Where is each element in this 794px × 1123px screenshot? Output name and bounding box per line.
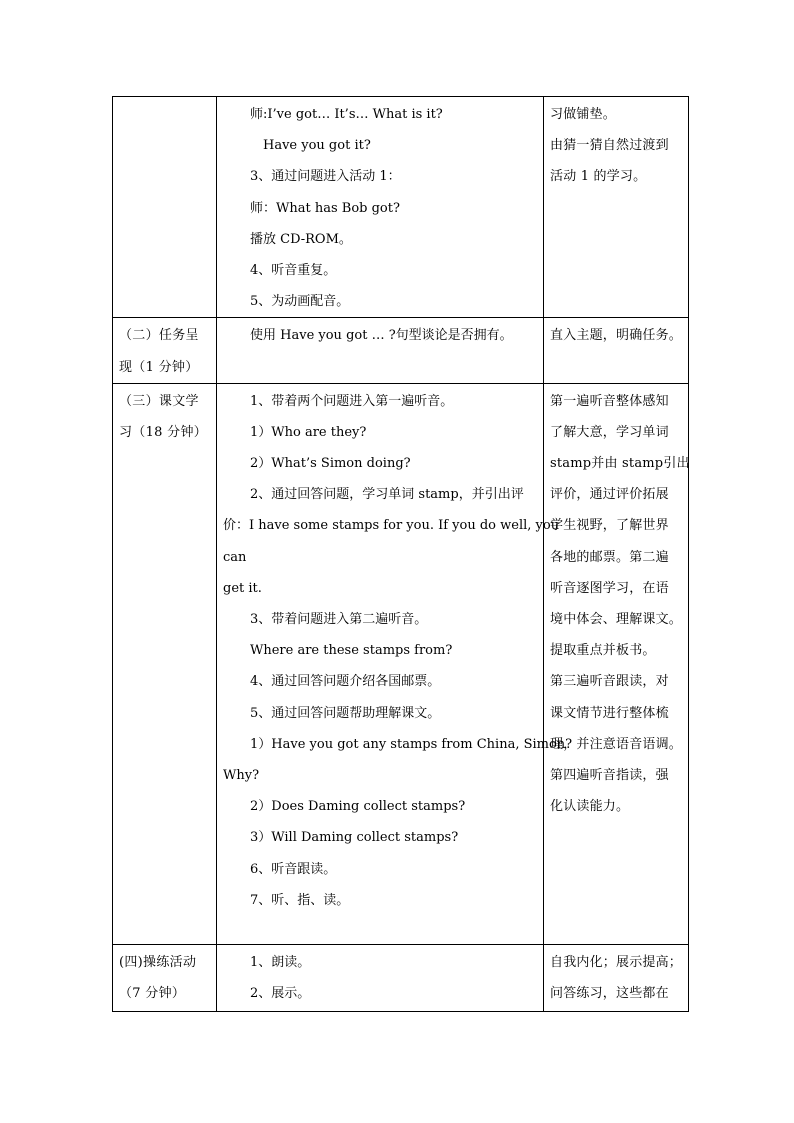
note-line: 自我内化；展示提高；	[550, 954, 683, 970]
process-line: Why?	[223, 767, 260, 783]
note-line: 学生视野，了解世界	[550, 518, 669, 534]
process-line: 2、展示。	[250, 985, 311, 1001]
stage-line: （三）课文学	[119, 393, 199, 409]
stage-cell	[113, 318, 217, 383]
note-line: 提取重点并板书。	[550, 643, 656, 659]
process-cell	[217, 318, 544, 383]
stage-line: （7 分钟）	[119, 985, 186, 1001]
process-line: 1、带着两个问题进入第一遍听音。	[250, 393, 454, 409]
note-line: stamp并由 stamp引出	[550, 456, 690, 472]
process-line: Have you got it?	[263, 138, 371, 154]
process-line: Where are these stamps from?	[250, 643, 453, 659]
process-line: 3）Will Daming collect stamps?	[250, 830, 459, 846]
process-line: 3、通过问题进入活动 1：	[250, 169, 401, 185]
note-line: 评价，通过评价拓展	[550, 487, 669, 503]
lesson-plan-table	[112, 96, 689, 1012]
note-line: 听音逐图学习，在语	[550, 580, 669, 596]
stage-cell	[113, 944, 217, 1011]
stage-line: 现（1 分钟）	[119, 359, 199, 375]
process-line: 1）Who are they?	[250, 424, 367, 440]
process-line: 5、通过回答问题帮助理解课文。	[250, 705, 441, 721]
note-line: 由猜一猜自然过渡到	[550, 138, 669, 154]
process-line: 2、通过回答问题，学习单词 stamp，并引出评	[250, 487, 524, 503]
notes-cell	[544, 944, 689, 1011]
stage-line: 习（18 分钟）	[119, 424, 208, 440]
note-line: 理，并注意语音语调。	[550, 736, 683, 752]
process-line: 5、为动画配音。	[250, 294, 350, 310]
process-line: 6、听音跟读。	[250, 861, 337, 877]
process-line: 2）Does Daming collect stamps?	[250, 799, 466, 815]
notes-cell	[544, 318, 689, 383]
process-line: 7、听、指、读。	[250, 892, 350, 908]
process-line: 使用 Have you got … ?句型谈论是否拥有。	[250, 328, 513, 344]
stage-cell	[113, 97, 217, 318]
note-line: 课文情节进行整体梳	[550, 705, 669, 721]
note-line: 第一遍听音整体感知	[550, 393, 669, 409]
table-row	[113, 318, 689, 383]
table-row	[113, 383, 689, 944]
process-line: 师:I’ve got… It’s… What is it?	[250, 107, 443, 122]
process-line: 3、带着问题进入第二遍听音。	[250, 612, 428, 627]
process-line: get it.	[223, 580, 262, 596]
process-line: 1）Have you got any stamps from China, Simon?	[250, 736, 573, 752]
process-cell	[217, 97, 544, 318]
stage-line: （二）任务呈	[119, 328, 199, 344]
note-line: 习做铺垫。	[550, 107, 617, 122]
note-line: 境中体会、理解课文。	[550, 612, 683, 627]
process-line: 播放 CD-ROM。	[250, 231, 352, 247]
note-line: 化认读能力。	[550, 799, 630, 815]
notes-cell	[544, 97, 689, 318]
stage-line: (四)操练活动	[119, 954, 197, 970]
note-line: 各地的邮票。第二遍	[550, 549, 669, 565]
table-row	[113, 97, 689, 318]
process-line: 1、朗读。	[250, 954, 311, 970]
note-line: 直入主题，明确任务。	[550, 328, 683, 344]
note-line: 第四遍听音指读，强	[550, 767, 669, 783]
table-row	[113, 944, 689, 1011]
process-line: 4、听音重复。	[250, 262, 337, 278]
note-line: 活动 1 的学习。	[550, 169, 647, 185]
process-line: 4、通过回答问题介绍各国邮票。	[250, 674, 441, 690]
stage-cell	[113, 383, 217, 944]
process-line: 师：What has Bob got?	[250, 200, 400, 216]
note-line: 问答练习，这些都在	[550, 985, 669, 1001]
notes-cell	[544, 383, 689, 944]
process-line: 价：I have some stamps for you. If you do well, you	[223, 518, 560, 534]
process-cell	[217, 383, 573, 944]
process-line: can	[223, 549, 247, 565]
process-cell	[217, 944, 544, 1011]
process-line: 2）What’s Simon doing?	[250, 456, 411, 472]
note-line: 第三遍听音跟读，对	[550, 674, 669, 690]
note-line: 了解大意，学习单词	[550, 424, 669, 440]
